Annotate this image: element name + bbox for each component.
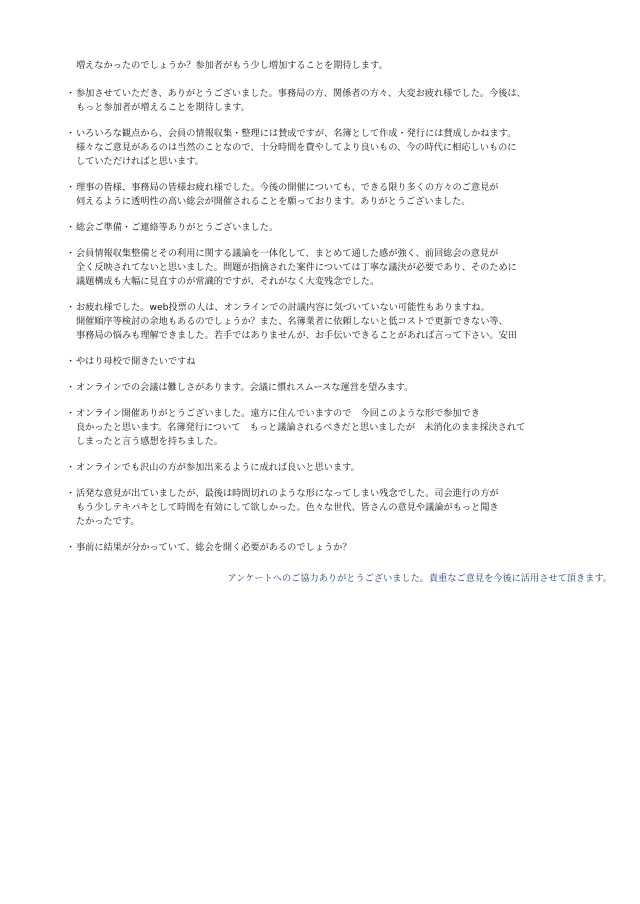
bullet-marker: ・	[66, 302, 76, 313]
bullet-marker: ・	[66, 488, 76, 499]
comment-item	[62, 407, 622, 449]
comment-line: 総会ご準備・ご連絡等ありがとうございました。	[76, 222, 279, 233]
bullet-marker: ・	[66, 248, 76, 259]
comment-line: 開催順序等検討の余地もあるのでしょうか？また、名簿業者に依頼しないと低コストで更新できない等、	[76, 316, 508, 327]
comment-item	[62, 381, 622, 395]
comment-item	[62, 221, 622, 235]
comment-line: 事前に結果が分かっていて、総会を開く必要があるのでしょうか？	[76, 542, 352, 553]
comment-line: オンラインでも沢山の方が参加出来るように成れば良いと思います。	[76, 462, 360, 473]
comment-item	[62, 247, 622, 289]
comment-line: いろいろな観点から、会員の情報収集・整理には賛成ですが、名簿として作成・発行には賛成しかねます。	[76, 128, 517, 139]
comment-line: 活発な意見が出ていましたが、最後は時間切れのような形になってしまい残念でした。司会進行の方が	[76, 488, 499, 499]
comment-line: 良かったと思います。名簿発行について もっと議論されるべきだと思いましたが 未消化のまま採決されて	[76, 422, 526, 433]
comment-line: していただければと思います。	[76, 156, 204, 167]
bullet-marker: ・	[66, 222, 76, 233]
comment-list	[62, 87, 622, 567]
comment-line: オンラインでの会議は難しさがあります。会議に慣れスムースな運営を望みます。	[76, 382, 414, 393]
comment-line: 参加させていただき、ありがとうございました。事務局の方、関係者の方々、大変お疲れ様でした。今後は、	[76, 88, 526, 99]
bullet-marker: ・	[66, 182, 76, 193]
bullet-marker: ・	[66, 128, 76, 139]
comment-item	[62, 355, 622, 369]
bullet-marker: ・	[66, 462, 76, 473]
bullet-marker: ・	[66, 356, 76, 367]
comment-line: しまったと言う感想を持ちました。	[76, 436, 223, 447]
bullet-marker: ・	[66, 88, 76, 99]
comment-line: 全く反映されてないと思いました。問題が指摘された案件については丁寧な議決が必要であり、そのために	[76, 262, 517, 273]
comment-item	[62, 487, 622, 529]
comment-item	[62, 87, 622, 115]
closing-message: アンケートへのご協力ありがとうございました。貴重なご意見を今後に活用させて頂きます。	[227, 573, 612, 584]
bullet-marker: ・	[66, 382, 76, 393]
comment-line: やはり母校で開きたいですね	[76, 356, 196, 367]
comment-line: もっと参加者が増えることを期待します。	[76, 102, 250, 113]
comment-item	[62, 301, 622, 343]
comment-line: 議題構成も大幅に見直すのが常識的ですが、それがなく大変残念でした。	[76, 276, 380, 287]
comment-line: お疲れ様でした。web投票の人は、オンラインでの討議内容に気づいていない可能性もありますね。	[76, 302, 490, 313]
bullet-marker: ・	[66, 542, 76, 553]
comment-item	[62, 127, 622, 169]
comment-line: 事務局の悩みも理解できました。若手ではありませんが、お手伝いできることがあれば言って下さい。安田	[76, 330, 517, 341]
comment-line: たかったです。	[76, 516, 140, 527]
bullet-marker: ・	[66, 408, 76, 419]
comment-line: 会員情報収集整備とその利用に関する議論を一体化して、まとめて通した感が強く、前回総会の意見が	[76, 248, 499, 259]
comment-line: オンライン開催ありがとうございました。遠方に住んでいますので 今回このような形で参加でき	[76, 408, 480, 419]
comment-item	[62, 181, 622, 209]
comment-line: もう少しテキパキとして時間を有効にして欲しかった。色々な世代、皆さんの意見や議論がもっと聞き	[76, 502, 499, 513]
comment-line: 伺えるように透明性の高い総会が開催されることを願っております。ありがとうございました。	[76, 196, 471, 207]
comment-line: 理事の皆様、事務局の皆様お疲れ様でした。今後の開催についても、できる限り多くの方々のご意見が	[76, 182, 499, 193]
comment-item	[62, 541, 622, 555]
comment-line: 様々なご意見があるのは当然のことなので、十分時間を費やしてより良いもの、今の時代に相応しいものに	[76, 142, 517, 153]
comment-item	[62, 461, 622, 475]
continued-comment-line: 増えなかったのでしょうか？参加者がもう少し増加することを期待します。	[76, 60, 388, 71]
